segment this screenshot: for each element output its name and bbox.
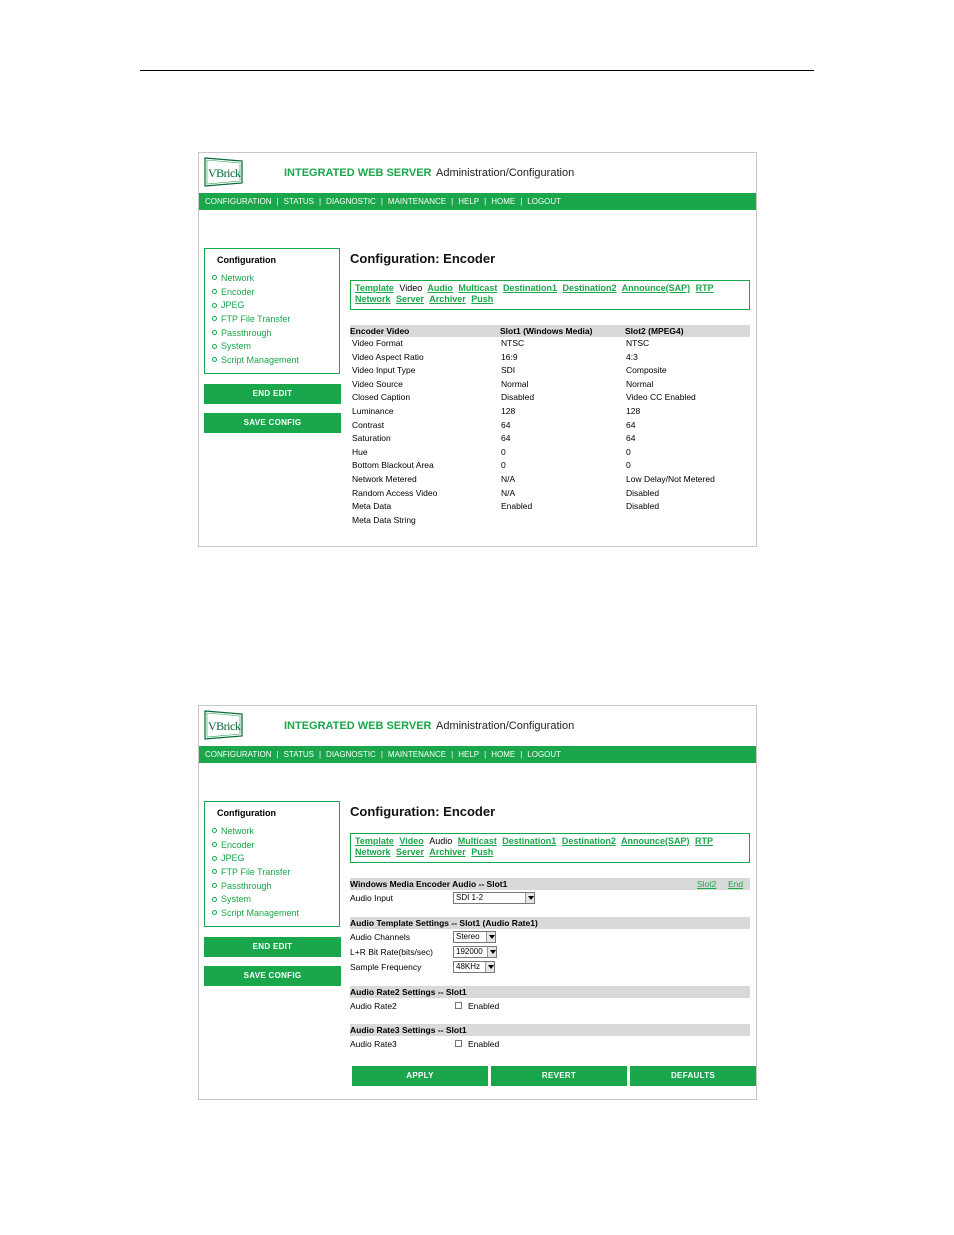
table-cell: Network Metered <box>352 473 417 484</box>
table-row <box>350 419 750 433</box>
nav-configuration[interactable]: CONFIGURATION <box>205 197 272 206</box>
table-cell: Low Delay/Not Metered <box>626 473 715 484</box>
table-cell: 16:9 <box>501 351 518 362</box>
nav-maintenance[interactable]: MAINTENANCE <box>387 197 447 206</box>
table-cell: 0 <box>626 446 631 457</box>
page-title: Configuration: Encoder <box>350 804 496 819</box>
table-row <box>350 473 750 487</box>
tab-server[interactable]: Server <box>396 847 425 857</box>
encoder-tabs <box>350 280 750 310</box>
table-cell: 128 <box>626 405 641 416</box>
sidebar-item-network[interactable]: Network <box>212 272 299 286</box>
end-link[interactable]: End <box>728 879 744 889</box>
bit-rate-row: L+R Bit Rate(bits/sec) 192000 <box>350 945 750 959</box>
tab-rtp[interactable]: RTP <box>695 836 714 846</box>
table-row <box>350 514 750 528</box>
section-wm-encoder-audio: Windows Media Encoder Audio -- Slot1 Slot2 End <box>350 878 750 890</box>
page-title: Configuration: Encoder <box>350 251 496 266</box>
tab-network[interactable]: Network <box>355 847 391 857</box>
bullet-icon <box>212 289 217 294</box>
header-subtitle: Administration/Configuration <box>436 720 575 732</box>
sidebar-item-script-management[interactable]: Script Management <box>212 354 299 368</box>
nav-home[interactable]: HOME <box>491 750 516 759</box>
bullet-icon <box>212 842 217 847</box>
tab-video[interactable]: Video <box>399 836 424 846</box>
bit-rate-select[interactable]: 192000 <box>453 946 497 958</box>
header-title: INTEGRATED WEB SERVER <box>284 167 432 179</box>
table-cell: 0 <box>501 446 506 457</box>
audio-channels-select[interactable]: Stereo <box>453 931 496 943</box>
audio-input-select[interactable]: SDI 1-2 <box>453 892 535 904</box>
table-cell: Disabled <box>626 487 660 498</box>
bullet-icon <box>212 330 217 335</box>
logo-text: VBrick <box>208 719 241 733</box>
tab-destination2[interactable]: Destination2 <box>562 283 617 293</box>
top-nav: CONFIGURATION | STATUS | DIAGNOSTIC | MAINTENANCE | HELP | HOME | LOGOUT <box>199 193 756 210</box>
sidebar-item-jpeg[interactable]: JPEG <box>212 299 299 313</box>
section-audio-rate3: Audio Rate3 Settings -- Slot1 <box>350 1024 750 1036</box>
sidebar-item-system[interactable]: System <box>212 893 299 907</box>
audio-rate3-row: Audio Rate3 Enabled <box>350 1039 500 1049</box>
defaults-button[interactable]: DEFAULTS <box>630 1066 756 1086</box>
chevron-down-icon <box>485 962 494 972</box>
table-cell: NTSC <box>626 338 650 348</box>
sidebar-item-system[interactable]: System <box>212 340 299 354</box>
table-cell: Luminance <box>352 405 394 416</box>
nav-help[interactable]: HELP <box>458 750 480 759</box>
bullet-icon <box>212 869 217 874</box>
audio-rate2-row: Audio Rate2 Enabled <box>350 1001 500 1011</box>
sidebar-item-jpeg[interactable]: JPEG <box>212 852 299 866</box>
nav-help[interactable]: HELP <box>458 197 480 206</box>
table-row <box>350 446 750 460</box>
section-audio-rate2: Audio Rate2 Settings -- Slot1 <box>350 986 750 998</box>
table-cell: Video Format <box>352 338 403 348</box>
table-row <box>350 391 750 405</box>
table-row <box>350 432 750 446</box>
sidebar-item-encoder[interactable]: Encoder <box>212 839 299 853</box>
table-header: Encoder Video Slot1 (Windows Media) Slot2 (MPEG4) <box>350 325 750 337</box>
table-cell: Bottom Blackout Area <box>352 460 434 471</box>
table-cell: N/A <box>501 473 516 484</box>
table-cell: Composite <box>626 365 667 376</box>
save-config-button[interactable]: SAVE CONFIG <box>204 966 341 986</box>
tab-multicast[interactable]: Multicast <box>458 283 498 293</box>
sidebar-item-passthrough[interactable]: Passthrough <box>212 880 299 894</box>
nav-logout[interactable]: LOGOUT <box>527 197 562 206</box>
screenshot-encoder-video <box>198 152 757 547</box>
apply-button[interactable]: APPLY <box>352 1066 488 1086</box>
nav-logout[interactable]: LOGOUT <box>527 750 562 759</box>
table-cell: 64 <box>501 433 511 444</box>
sidebar-item-passthrough[interactable]: Passthrough <box>212 327 299 341</box>
nav-home[interactable]: HOME <box>491 197 516 206</box>
table-row <box>350 487 750 501</box>
bullet-icon <box>212 344 217 349</box>
logo-text: VBrick <box>208 166 241 180</box>
table-cell: Random Access Video <box>352 487 438 498</box>
tab-destination2[interactable]: Destination2 <box>561 836 616 846</box>
nav-diagnostic[interactable]: DIAGNOSTIC <box>326 750 376 759</box>
section-audio-template: Audio Template Settings -- Slot1 (Audio Rate1) <box>350 917 750 929</box>
table-cell: Video Source <box>352 378 403 389</box>
sidebar-item-network[interactable]: Network <box>212 825 299 839</box>
table-cell: Normal <box>626 378 654 389</box>
sidebar-item-encoder[interactable]: Encoder <box>212 286 299 300</box>
chevron-down-icon <box>525 893 534 903</box>
table-cell: Enabled <box>501 501 533 512</box>
tab-rtp[interactable]: RTP <box>695 283 714 293</box>
table-row <box>350 351 750 365</box>
tab-audio[interactable]: Audio <box>427 283 453 293</box>
sample-frequency-select[interactable]: 48KHz <box>453 961 495 973</box>
table-row <box>350 500 750 514</box>
table-cell: SDI <box>501 365 516 376</box>
header-subtitle: Administration/Configuration <box>436 167 575 179</box>
audio-rate3-checkbox[interactable] <box>455 1040 462 1047</box>
save-config-button[interactable]: SAVE CONFIG <box>204 413 341 433</box>
table-row <box>350 364 750 378</box>
sample-frequency-row: Sample Frequency 48KHz <box>350 960 750 974</box>
bullet-icon <box>212 883 217 888</box>
nav-status[interactable]: STATUS <box>283 750 314 759</box>
table-cell: Meta Data <box>352 501 392 512</box>
audio-channels-row: Audio Channels Stereo <box>350 930 750 944</box>
table-cell: 4:3 <box>626 351 638 362</box>
table-cell: Contrast <box>352 419 385 430</box>
audio-rate2-checkbox[interactable] <box>455 1002 462 1009</box>
sidebar <box>204 248 340 374</box>
top-nav: CONFIGURATION | STATUS | DIAGNOSTIC | MAINTENANCE | HELP | HOME | LOGOUT <box>199 746 756 763</box>
chevron-down-icon <box>486 932 495 942</box>
bullet-icon <box>212 316 217 321</box>
encoder-video-table <box>350 325 750 527</box>
nav-status[interactable]: STATUS <box>283 197 314 206</box>
table-cell: 64 <box>626 419 636 430</box>
bullet-icon <box>212 910 217 915</box>
bullet-icon <box>212 275 217 280</box>
bullet-icon <box>212 897 217 902</box>
table-cell: NTSC <box>501 338 525 348</box>
table-cell: Normal <box>501 378 529 389</box>
nav-configuration[interactable]: CONFIGURATION <box>205 750 272 759</box>
tab-push[interactable]: Push <box>471 847 494 857</box>
table-row <box>350 405 750 419</box>
table-cell: Meta Data String <box>352 514 416 525</box>
tab-template[interactable]: Template <box>355 283 394 293</box>
table-cell: Closed Caption <box>352 392 411 403</box>
tab-push[interactable]: Push <box>471 294 494 304</box>
tab-announce-sap[interactable]: Announce(SAP) <box>621 836 690 846</box>
page-rule <box>140 70 814 71</box>
sidebar-item-ftp[interactable]: FTP File Transfer <box>212 313 299 327</box>
header-title: INTEGRATED WEB SERVER <box>284 720 432 732</box>
sidebar-title: Configuration <box>217 255 276 265</box>
bullet-icon <box>212 828 217 833</box>
tab-archiver[interactable]: Archiver <box>429 294 466 304</box>
tab-video: Video <box>399 283 423 293</box>
nav-diagnostic[interactable]: DIAGNOSTIC <box>326 197 376 206</box>
table-row <box>350 459 750 473</box>
chevron-down-icon <box>487 947 496 957</box>
bullet-icon <box>212 303 217 308</box>
end-edit-button[interactable]: END EDIT <box>204 384 341 404</box>
table-cell: Disabled <box>501 392 535 403</box>
table-cell: Video Input Type <box>352 365 416 376</box>
table-cell: 64 <box>501 419 511 430</box>
tab-destination1[interactable]: Destination1 <box>502 836 557 846</box>
tab-network[interactable]: Network <box>355 294 391 304</box>
tab-template[interactable]: Template <box>355 836 394 846</box>
sidebar-title: Configuration <box>217 808 276 818</box>
nav-maintenance[interactable]: MAINTENANCE <box>387 750 447 759</box>
table-cell: N/A <box>501 487 516 498</box>
tab-archiver[interactable]: Archiver <box>429 847 466 857</box>
table-row <box>350 337 750 351</box>
table-cell: Disabled <box>626 501 660 512</box>
tab-server[interactable]: Server <box>396 294 425 304</box>
end-edit-button[interactable]: END EDIT <box>204 937 341 957</box>
encoder-tabs <box>350 833 750 863</box>
bullet-icon <box>212 856 217 861</box>
table-cell: 0 <box>501 460 506 471</box>
table-row <box>350 378 750 392</box>
table-cell: Video Aspect Ratio <box>352 351 424 362</box>
table-cell: 128 <box>501 405 516 416</box>
bullet-icon <box>212 357 217 362</box>
revert-button[interactable]: REVERT <box>491 1066 627 1086</box>
table-cell: 0 <box>626 460 631 471</box>
table-cell: Saturation <box>352 433 391 444</box>
tab-announce-sap[interactable]: Announce(SAP) <box>621 283 691 293</box>
table-cell: 64 <box>626 433 636 444</box>
table-cell: Hue <box>352 446 368 457</box>
tab-destination1[interactable]: Destination1 <box>502 283 557 293</box>
tab-multicast[interactable]: Multicast <box>457 836 497 846</box>
table-cell: Video CC Enabled <box>626 392 696 403</box>
tab-audio: Audio <box>429 836 453 846</box>
vbrick-logo <box>204 710 246 740</box>
audio-input-row: Audio Input SDI 1-2 <box>350 891 750 905</box>
vbrick-logo <box>204 157 246 187</box>
sidebar-item-ftp[interactable]: FTP File Transfer <box>212 866 299 880</box>
screenshot-encoder-audio <box>198 705 757 1100</box>
sidebar-item-script-management[interactable]: Script Management <box>212 907 299 921</box>
slot2-link[interactable]: Slot2 <box>697 879 717 889</box>
sidebar <box>204 801 340 927</box>
